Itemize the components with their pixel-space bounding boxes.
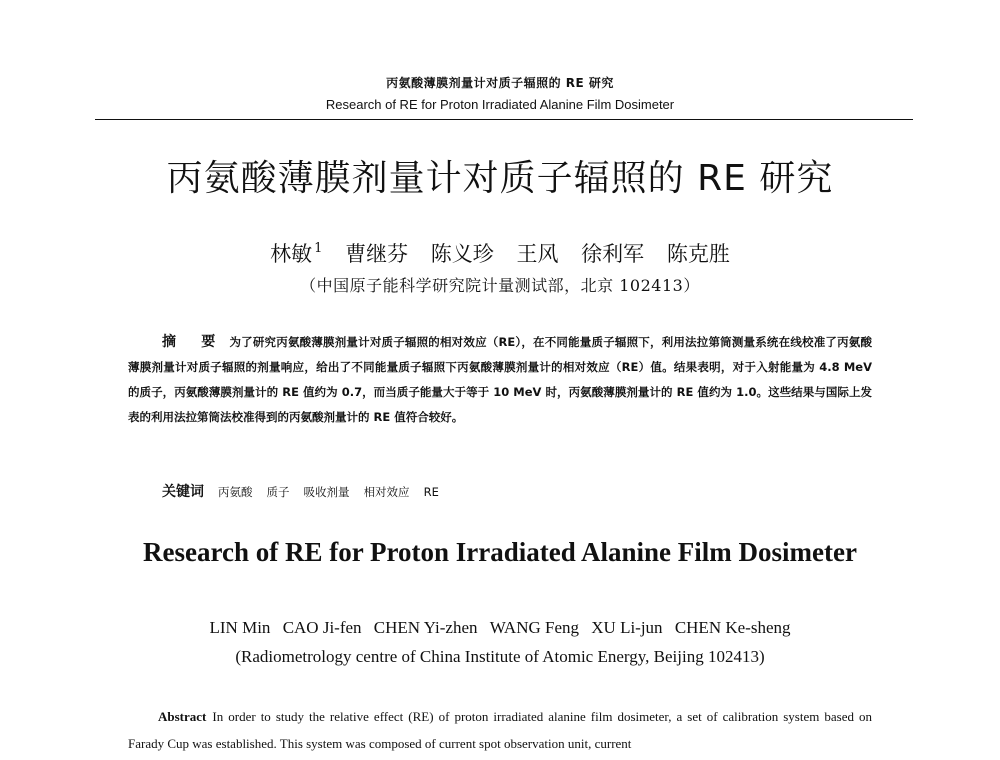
author-en: CAO Ji-fen <box>282 618 362 637</box>
author-cn: 陈义珍 <box>430 242 494 266</box>
keywords-cn <box>162 481 449 501</box>
author-list-cn <box>0 238 1000 268</box>
affiliation-en: (Radiometrology centre of China Institute of Atomic Energy, Beijing 102413) <box>235 647 765 666</box>
abstract-label-en: Abstract <box>158 709 207 724</box>
abstract-label-cn: 摘 要 <box>162 334 226 350</box>
author-cn: 陈克胜 <box>666 242 730 266</box>
author-en: WANG Feng <box>489 618 580 637</box>
author-en: XU Li-jun <box>591 618 663 637</box>
author-cn: 王风 <box>516 242 559 266</box>
header-rule <box>95 119 913 120</box>
author-cn: 徐利军 <box>581 242 645 266</box>
keyword-item: 相对效应 <box>363 485 410 499</box>
abstract-text-en: In order to study the relative effect (RE) of proton irradiated alanine film dosimeter, a set of calibration system based on Farady Cup was established. This system was composed of current spot observation unit, current <box>128 709 872 751</box>
keyword-item: 吸收剂量 <box>303 485 350 499</box>
paper-title-cn: 丙氨酸薄膜剂量计对质子辐照的 RE 研究 <box>166 158 834 199</box>
running-header-en: Research of RE for Proton Irradiated Alanine Film Dosimeter <box>325 97 675 112</box>
abstract-text-cn: 为了研究丙氨酸薄膜剂量计对质子辐照的相对效应（RE），在不同能量质子辐照下，利用法拉第筒测量系统在线校准了丙氨酸薄膜剂量计对质子辐照的剂量响应，给出了不同能量质子辐照下丙氨酸薄膜剂量计的相对效应（RE）值。结果表明，对于入射能量为 4.8 MeV 的质子，丙氨酸薄膜剂量计的 RE 值约为 0.7，而当质子能量大于等于 10 MeV 时，丙氨酸薄膜剂量计的 RE 值约为 1.0。这些结果与国际上发表的利用法拉第筒法校准得到的丙氨酸剂量计的 RE 值符合较好。 <box>128 335 872 424</box>
abstract-en <box>128 703 872 757</box>
keywords-label-cn: 关键词 <box>162 484 204 500</box>
keyword-item: RE <box>423 485 439 499</box>
author-cn: 林敏 $^1$ <box>270 241 323 266</box>
author-list-en <box>0 618 1000 638</box>
author-cn: 曹继芬 <box>345 242 409 266</box>
keyword-item: 丙氨酸 <box>218 485 253 499</box>
paper-title-en: Research of RE for Proton Irradiated Alanine Film Dosimeter <box>143 537 857 567</box>
running-header-cn: 丙氨酸薄膜剂量计对质子辐照的 RE 研究 <box>386 76 614 90</box>
keyword-item: 质子 <box>266 485 290 499</box>
author-en: CHEN Yi-zhen <box>373 618 478 637</box>
author-en: LIN Min <box>209 618 271 637</box>
affiliation-cn: （中国原子能科学研究院计量测试部，北京 102413） <box>300 276 700 295</box>
abstract-cn <box>128 330 872 430</box>
author-en: CHEN Ke-sheng <box>674 618 791 637</box>
